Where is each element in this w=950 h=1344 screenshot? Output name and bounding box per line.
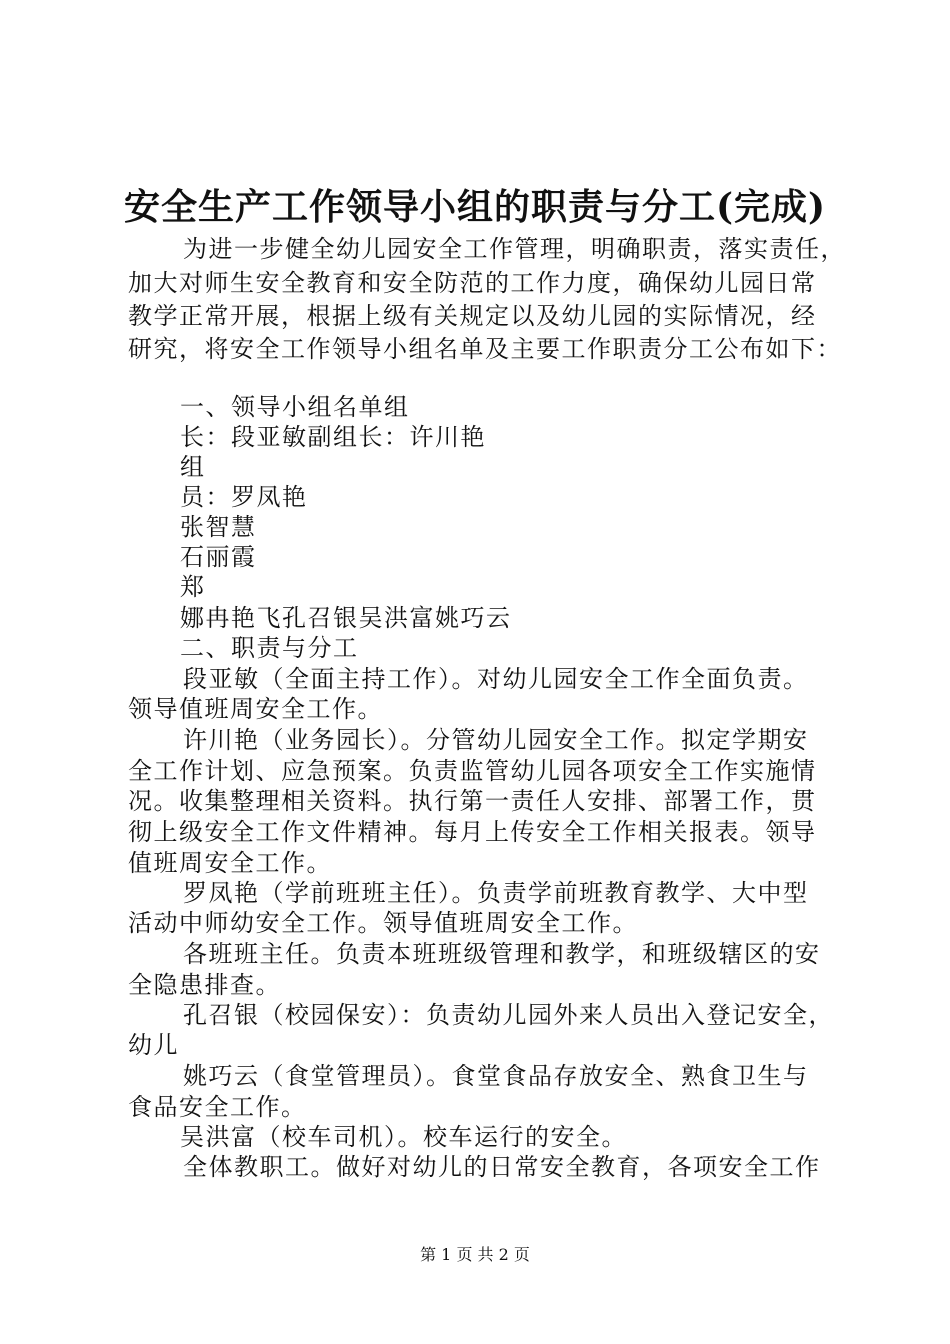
paragraph-line: 各班班主任。负责本班班级管理和教学，和班级辖区的安 [183,940,821,968]
paragraph-line: 吴洪富（校车司机）。校车运行的安全。 [180,1123,627,1151]
paragraph-line: 郑 [180,573,206,601]
paragraph-line: 况。收集整理相关资料。执行第一责任人安排、部署工作，贯 [128,787,817,815]
section-heading: 一、领导小组名单组 [180,393,410,421]
paragraph-line: 彻上级安全工作文件精神。每月上传安全工作相关报表。领导 [128,818,817,846]
document-title: 安全生产工作领导小组的职责与分工(完成) [123,186,827,228]
paragraph-line: 组 [180,453,206,481]
paragraph-line: 活动中师幼安全工作。领导值班周安全工作。 [128,909,638,937]
page-footer: 第 1 页 共 2 页 [420,1245,530,1264]
paragraph-line: 张智慧 [180,513,257,541]
paragraph-line: 值班周安全工作。 [128,849,332,877]
paragraph-line: 段亚敏（全面主持工作）。对幼儿园安全工作全面负责。 [183,665,809,693]
paragraph-line: 娜冉艳飞孔召银吴洪富姚巧云 [180,604,512,632]
paragraph-line: 全体教职工。做好对幼儿的日常安全教育，各项安全工作 [183,1153,821,1181]
paragraph-line: 研究，将安全工作领导小组名单及主要工作职责分工公布如下： [128,335,842,363]
paragraph-line: 姚巧云（食堂管理员）。食堂食品存放安全、熟食卫生与 [183,1062,809,1090]
paragraph-line: 全隐患排查。 [128,971,281,999]
paragraph-line: 为进一步健全幼儿园安全工作管理，明确职责，落实责任， [183,235,846,263]
paragraph-line: 员：罗凤艳 [180,483,308,511]
paragraph-line: 罗凤艳（学前班班主任）。负责学前班教育教学、大中型 [183,879,809,907]
paragraph-line: 全工作计划、应急预案。负责监管幼儿园各项安全工作实施情 [128,757,817,785]
paragraph-line: 许川艳（业务园长）。分管幼儿园安全工作。拟定学期安 [183,726,809,754]
section-heading: 二、职责与分工 [180,634,359,662]
paragraph-line: 石丽霞 [180,543,257,571]
paragraph-line: 幼儿 [128,1031,179,1059]
paragraph-line: 教学正常开展，根据上级有关规定以及幼儿园的实际情况，经 [128,302,817,330]
paragraph-line: 长：段亚敏副组长：许川艳 [180,423,486,451]
paragraph-line: 食品安全工作。 [128,1093,307,1121]
paragraph-line: 领导值班周安全工作。 [128,695,383,723]
paragraph-line: 加大对师生安全教育和安全防范的工作力度，确保幼儿园日常 [128,269,817,297]
paragraph-line: 孔召银（校园保安）：负责幼儿园外来人员出入登记安全， [183,1001,834,1029]
